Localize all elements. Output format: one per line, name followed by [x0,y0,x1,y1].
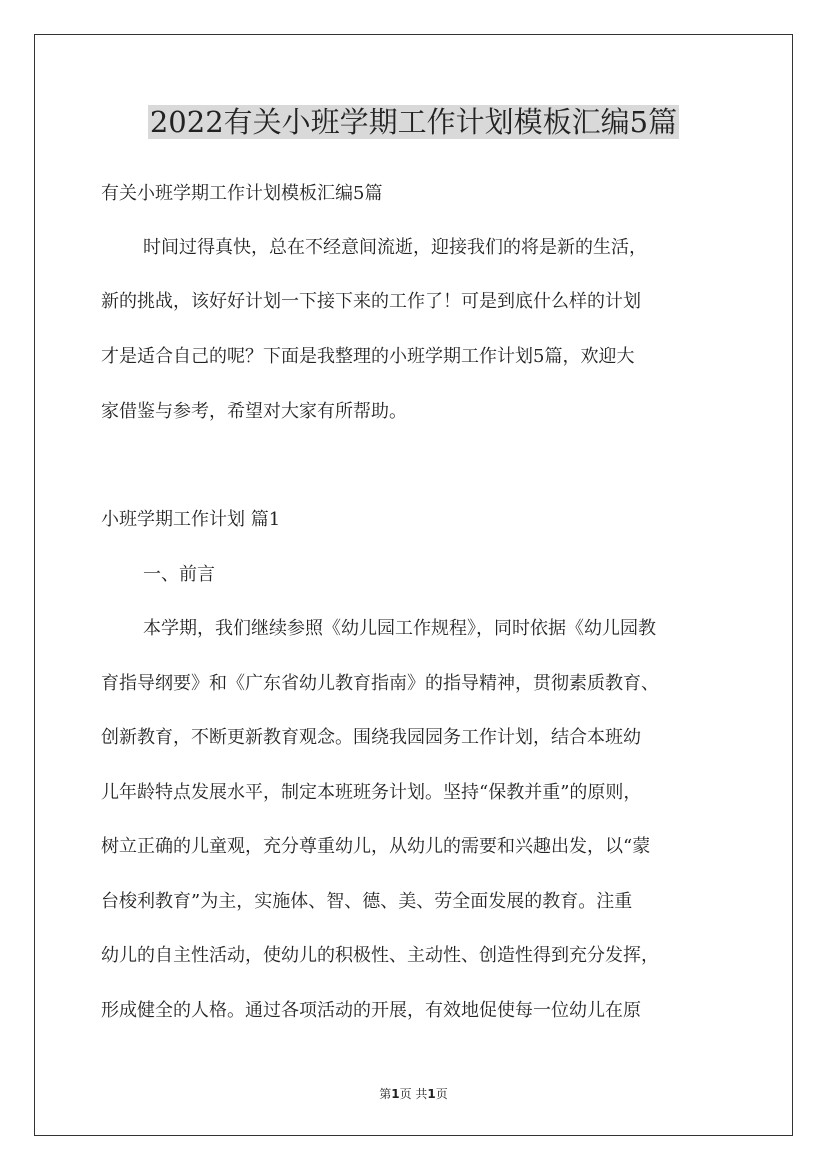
page-current: 1 [391,1087,400,1101]
intro-line: 新的挑战，该好好计划一下接下来的工作了！可是到底什么样的计划 [101,291,641,312]
intro-line: 家借鉴与参考，希望对大家有所帮助。 [101,401,407,422]
body-line: 育指导纲要》和《广东省幼儿教育指南》的指导精神，贯彻素质教育、 [101,673,659,694]
body-line: 儿年龄特点发展水平，制定本班班务计划。坚持“保教并重”的原则， [101,782,642,803]
document-subtitle: 有关小班学期工作计划模板汇编5篇 [101,183,383,204]
body-line: 树立正确的儿童观，充分尊重幼儿，从幼儿的需要和兴趣出发，以“蒙 [101,836,651,857]
body-line: 本学期，我们继续参照《幼儿园工作规程》，同时依据《幼儿园教 [143,618,656,639]
body-line: 形成健全的人格。通过各项活动的开展，有效地促使每一位幼儿在原 [101,1000,641,1021]
document-title [0,100,827,144]
intro-line: 时间过得真快，总在不经意间流逝，迎接我们的将是新的生活， [143,237,647,258]
page-prefix: 第 [379,1087,392,1101]
page-mid: 页 共 [399,1087,428,1101]
page-suffix: 页 [435,1087,448,1101]
body-line: 幼儿的自主性活动，使幼儿的积极性、主动性、创造性得到充分发挥， [101,945,659,966]
body-line: 创新教育，不断更新教育观念。围绕我园园务工作计划，结合本班幼 [101,727,641,748]
body-line: 台梭利教育”为主，实施体、智、德、美、劳全面发展的教育。注重 [101,891,633,912]
page-footer [0,1086,827,1102]
document-title-text: 2022有关小班学期工作计划模板汇编5篇 [149,105,678,139]
section-heading: 小班学期工作计划 篇1 [101,509,281,530]
page-total: 1 [427,1087,436,1101]
subsection-heading: 一、前言 [143,564,215,585]
intro-line: 才是适合自己的呢？下面是我整理的小班学期工作计划5篇，欢迎大 [101,346,635,367]
